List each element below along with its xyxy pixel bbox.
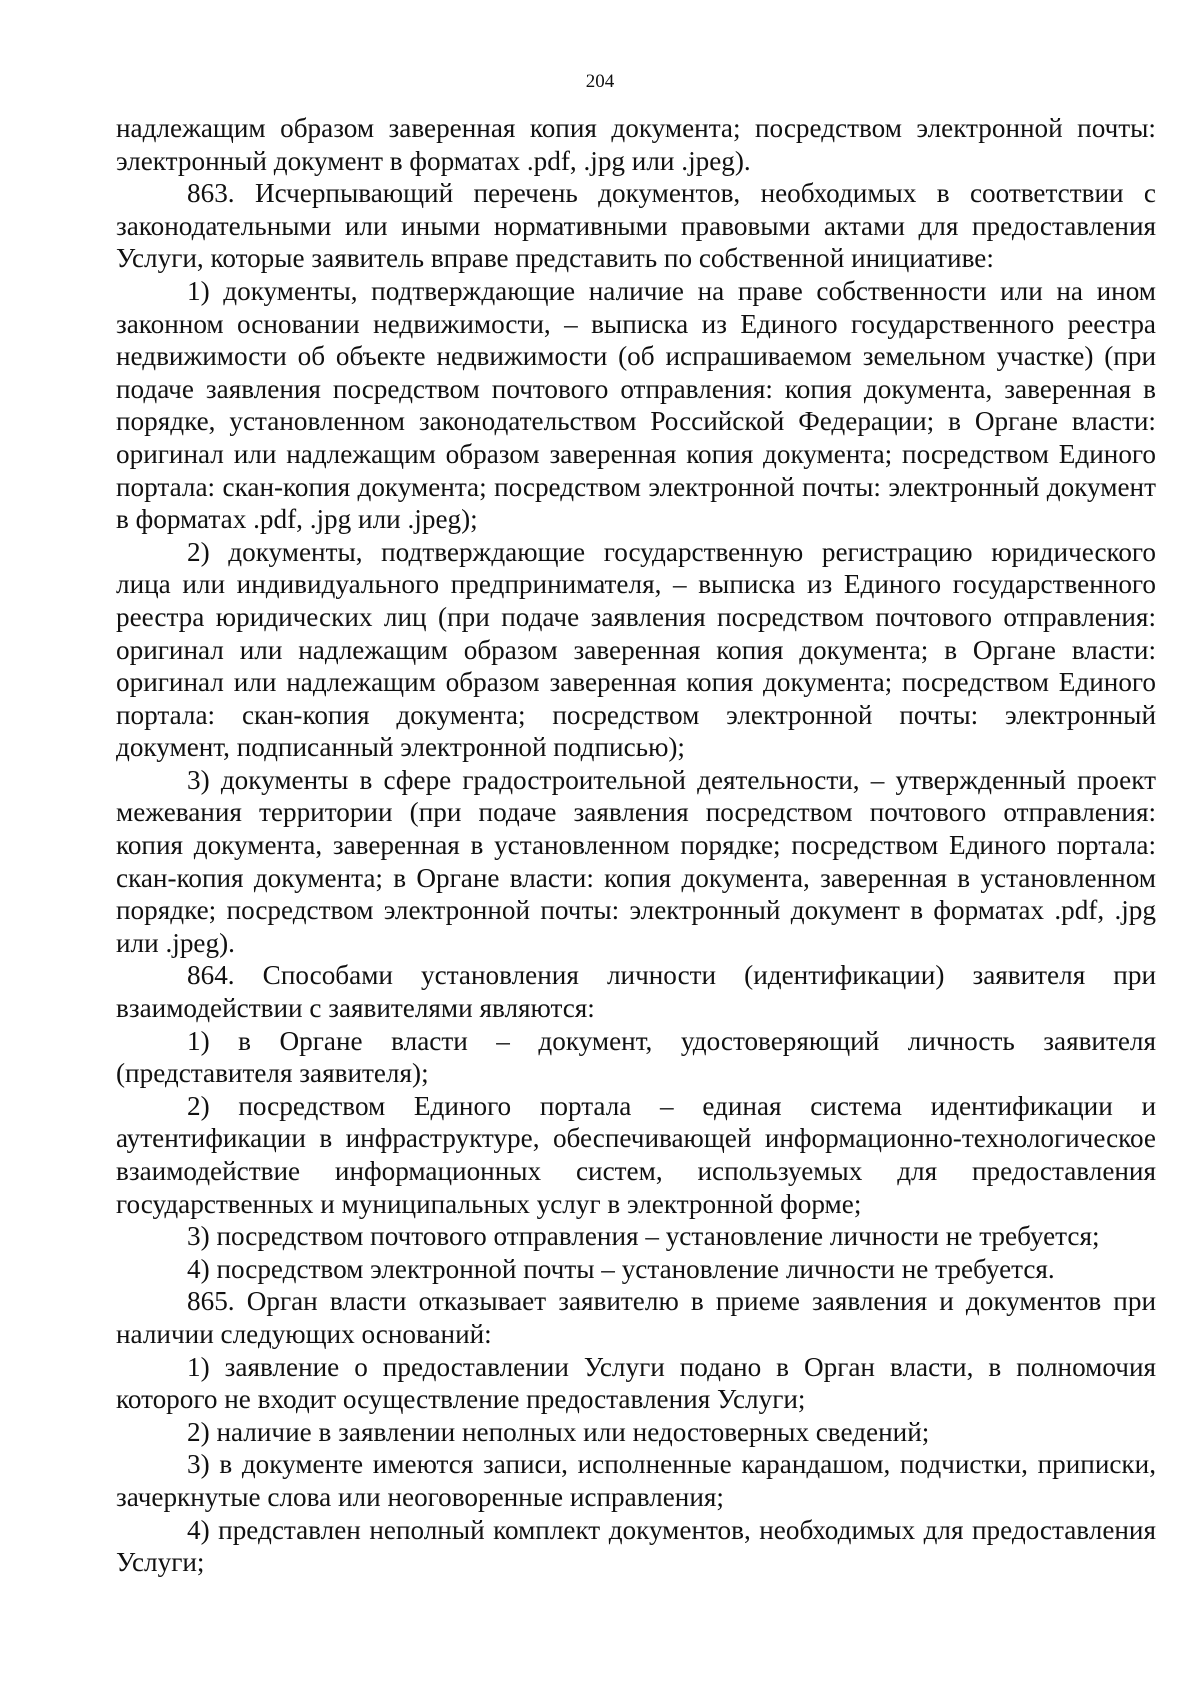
paragraph-864-item-3: 3) посредством почтового отправления – установление личности не требуется; bbox=[187, 1221, 1100, 1252]
paragraph-864-item-4: 4) посредством электронной почты – установление личности не требуется. bbox=[187, 1253, 1055, 1284]
paragraph-865-item-1: 1) заявление о предоставлении Услуги подано в Орган власти, в полномочия которого не входит осуществление предоставления Услуги; bbox=[116, 1351, 1156, 1415]
paragraph-864: 864. Способами установления личности (идентификации) заявителя при взаимодействии с заявителями являются: bbox=[116, 960, 1156, 1024]
paragraph-865-item-4: 4) представлен неполный комплект документов, необходимых для предоставления Услуги; bbox=[116, 1514, 1156, 1578]
paragraph-865: 865. Орган власти отказывает заявителю в приеме заявления и документов при наличии следующих оснований: bbox=[116, 1286, 1156, 1349]
paragraph-863-item-1: 1) документы, подтверждающие наличие на праве собственности или на ином законном основании недвижимости, – выписка из Единого государственного реестра недвижимости об объекте недвижимости (об испрашиваемом земельном участке) (при подаче заявления посредством почтового отправления: копия документа, заверенная в порядке, установленном законодательством Российской Федерации; в Органе власти: оригинал или надлежащим образом заверенная копия документа; посредством Единого портала: скан-копия документа; посредством электронной почты: электронный документ в форматах .pdf, .jpg или .jpeg); bbox=[116, 275, 1156, 535]
page-number: 204 bbox=[585, 71, 615, 92]
paragraph-865-item-3: 3) в документе имеются записи, исполненные карандашом, подчистки, приписки, зачеркнутые слова или неоговоренные исправления; bbox=[116, 1449, 1156, 1512]
paragraph-864-item-2: 2) посредством Единого портала – единая система идентификации и аутентификации в инфраструктуре, обеспечивающей информационно-технологическое взаимодействие информационных систем, используемых для предоставления государственных и муниципальных услуг в электронной форме; bbox=[116, 1090, 1156, 1219]
paragraph-continuation: надлежащим образом заверенная копия документа; посредством электронной почты: электронный документ в форматах .pdf, .jpg или .jpeg). bbox=[116, 113, 1156, 176]
paragraph-863-item-2: 2) документы, подтверждающие государственную регистрацию юридического лица или индивидуального предпринимателя, – выписка из Единого государственного реестра юридических лиц (при подаче заявления посредством почтового отправления: оригинал или надлежащим образом заверенная копия документа; в Органе власти: оригинал или надлежащим образом заверенная копия документа; посредством Единого портала: скан-копия документа; посредством электронной почты: электронный документ, подписанный электронной подписью); bbox=[116, 536, 1156, 763]
paragraph-865-item-2: 2) наличие в заявлении неполных или недостоверных сведений; bbox=[187, 1416, 930, 1447]
paragraph-863-item-3: 3) документы в сфере градостроительной деятельности, – утвержденный проект межевания территории (при подаче заявления посредством почтового отправления: копия документа, заверенная в установленном порядке; посредством Единого портала: скан-копия документа; в Органе власти: копия документа, заверенная в установленном порядке; посредством электронной почты: электронный документ в форматах .pdf, .jpg или .jpeg). bbox=[116, 764, 1156, 958]
paragraph-864-item-1: 1) в Органе власти – документ, удостоверяющий личность заявителя (представителя заявителя); bbox=[116, 1025, 1156, 1089]
paragraph-863: 863. Исчерпывающий перечень документов, необходимых в соответствии с законодательными или иными нормативными правовыми актами для предоставления Услуги, которые заявитель вправе представить по собственной инициативе: bbox=[116, 178, 1156, 274]
document-body bbox=[116, 112, 1156, 1579]
